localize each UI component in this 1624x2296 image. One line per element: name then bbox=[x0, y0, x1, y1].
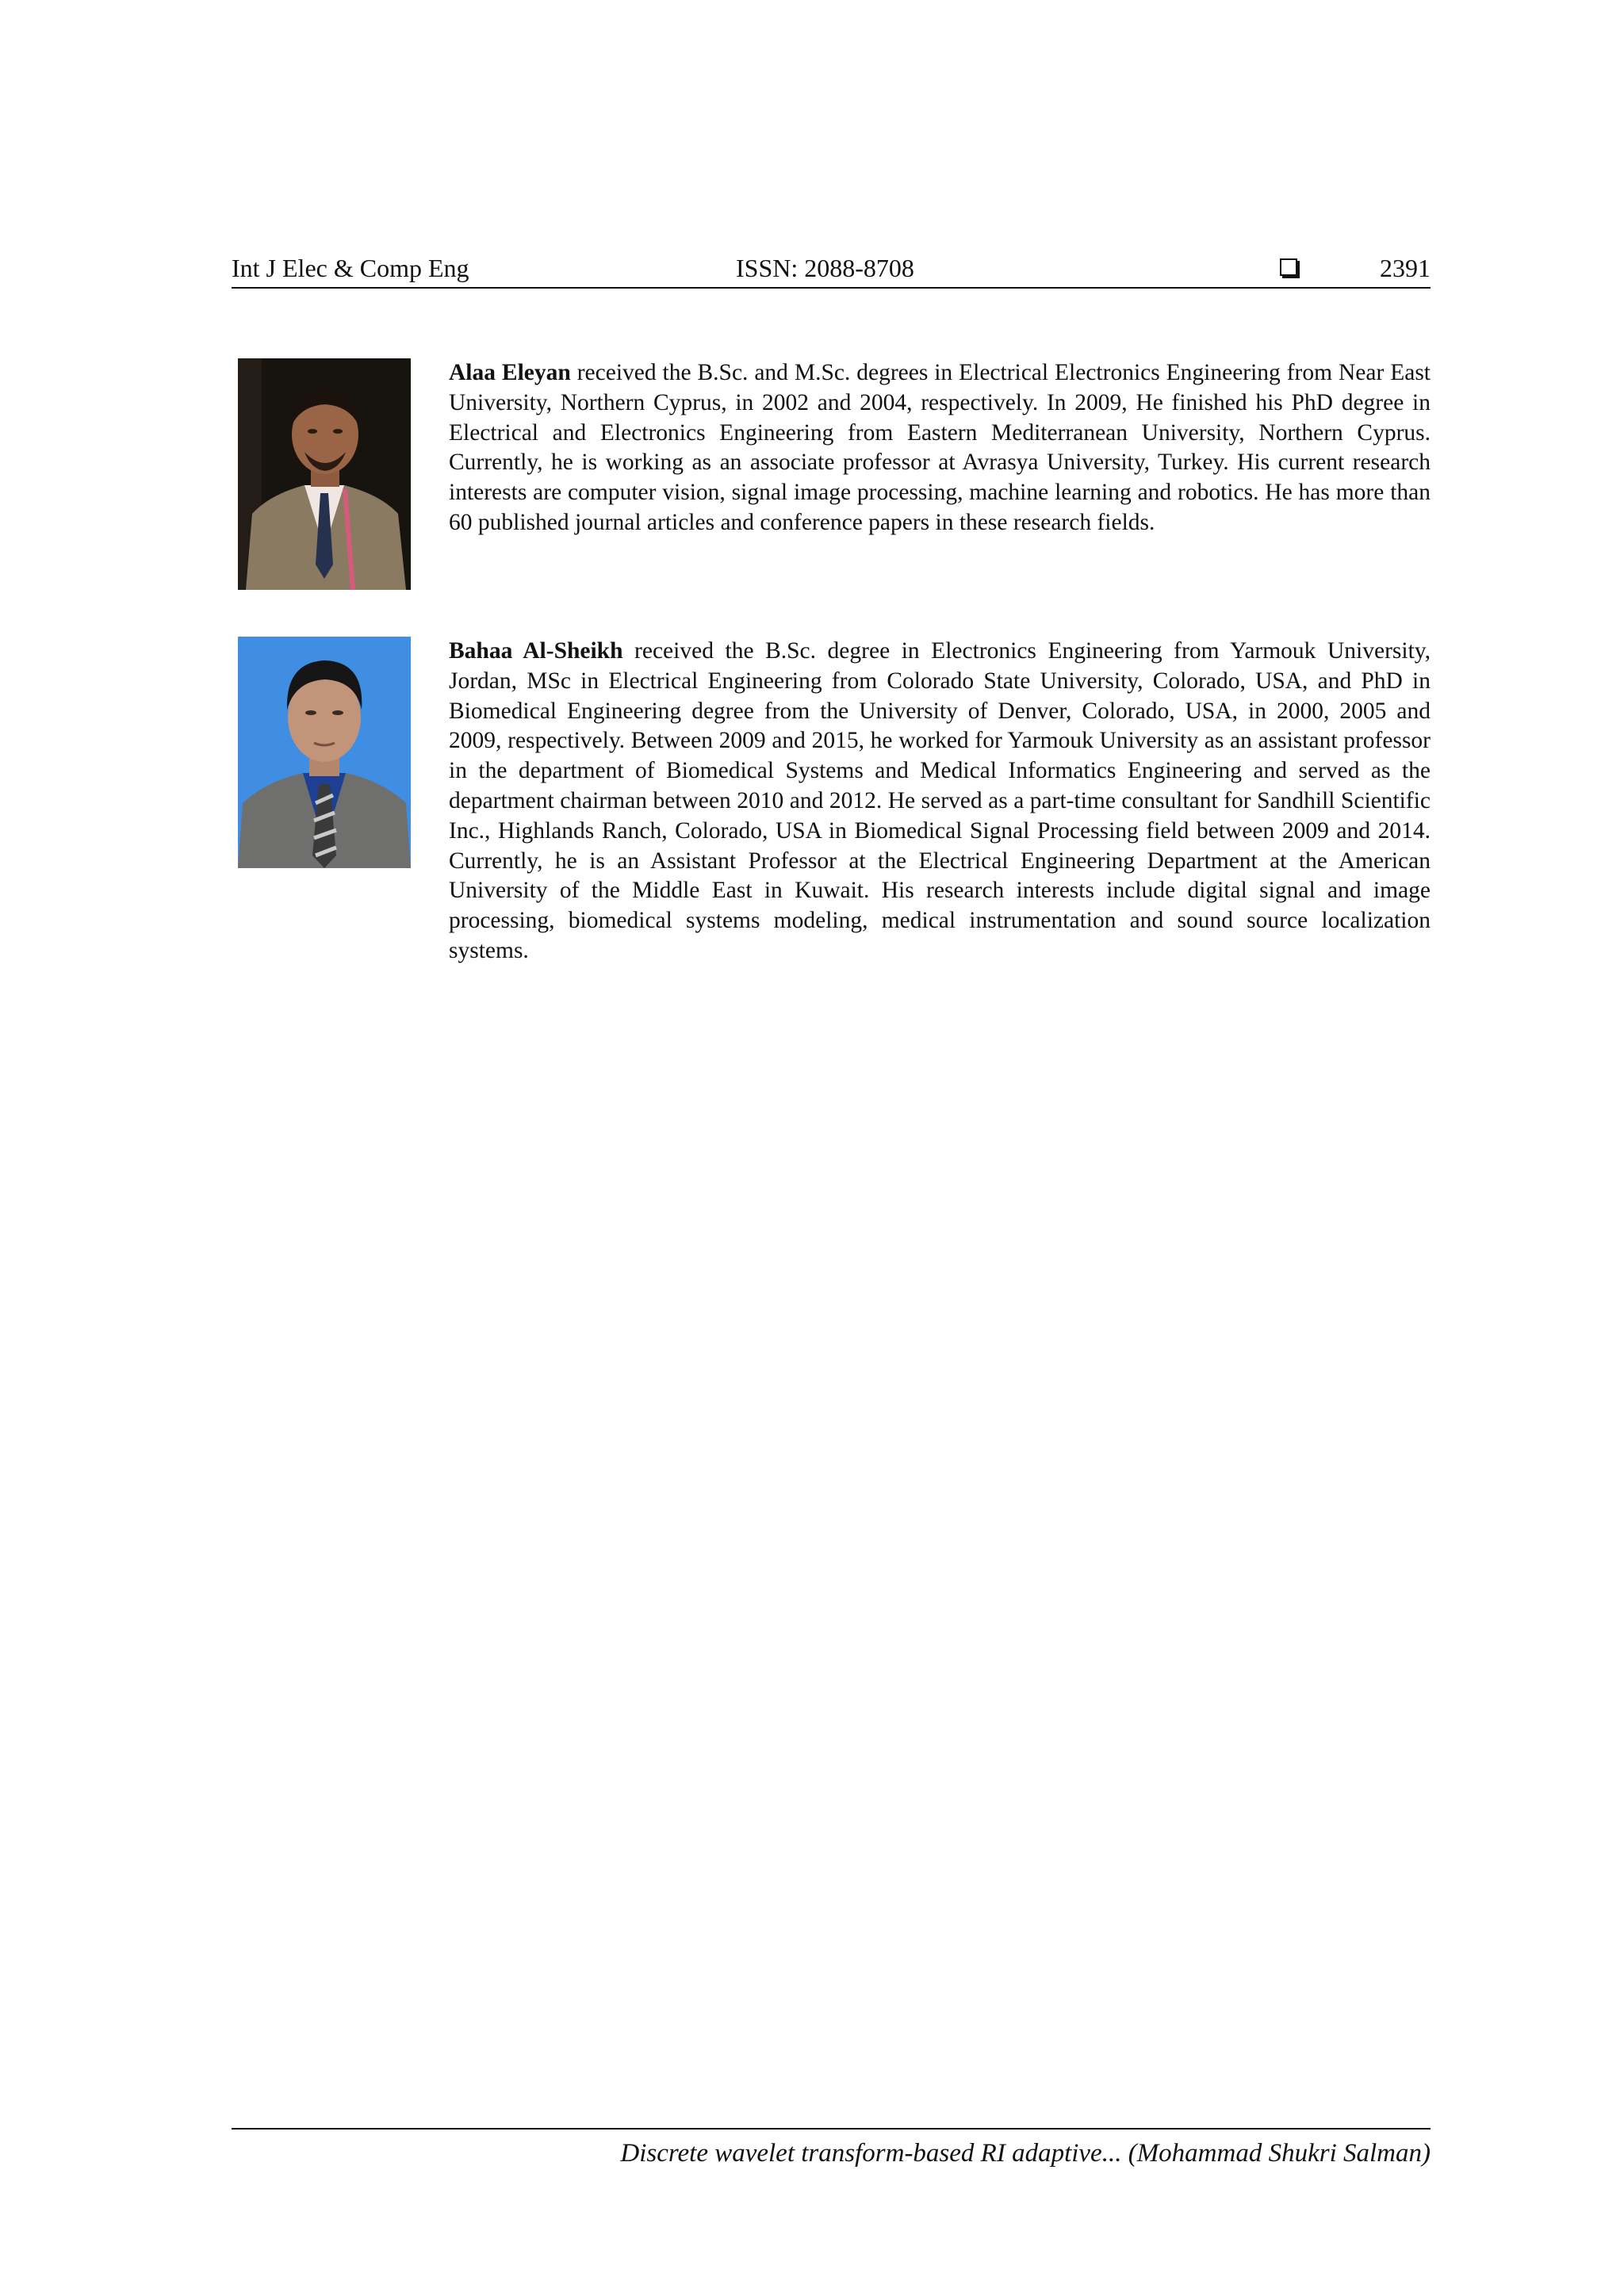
journal-name: Int J Elec & Comp Eng bbox=[232, 254, 469, 282]
bio-text bbox=[449, 358, 1431, 538]
box-icon bbox=[1280, 258, 1297, 276]
running-title: Discrete wavelet transform-based RI adaptive... (Mohammad Shukri Salman) bbox=[620, 2139, 1431, 2168]
page-number: 2391 bbox=[1380, 254, 1431, 282]
bio-body: received the B.Sc. degree in Electronics Engineering from Yarmouk University, Jordan, MSc in Electrical Engineering from Colorado State University, Colorado, USA, and PhD in Biomedical Engineering degree from the University of Denver, Colorado, USA, in 2000, 2005 and 2009, respectively. Between 2009 and 2015, he worked for Yarmouk University as an assistant professor in the department of Biomedical Systems and Medical Informatics Engineering and served as the department chairman between 2010 and 2012. He served as a part-time consultant for Sandhill Scientific Inc., Highlands Ranch, Colorado, USA in Biomedical Signal Processing field between 2009 and 2014. Currently, he is an Assistant Professor at the Electrical Engineering Department at the American University of the Middle East in Kuwait. His research interests include digital signal and image processing, biomedical systems modeling, medical instrumentation and sound source localization systems. bbox=[449, 638, 1431, 963]
bio-body: received the B.Sc. and M.Sc. degrees in Electrical Electronics Engineering from Near East University, Northern Cyprus, in 2002 and 2004, respectively. In 2009, He finished his PhD degree in Electrical and Electronics Engineering from Eastern Mediterranean University, Northern Cyprus. Currently, he is working as an associate professor at Avrasya University, Turkey. His current research interests are computer vision, signal image processing, machine learning and robotics. He has more than 60 published journal articles and conference papers in these research fields. bbox=[449, 360, 1431, 535]
page-header bbox=[232, 252, 1431, 289]
author-bio bbox=[232, 637, 1431, 963]
author-photo bbox=[238, 637, 411, 868]
author-bio bbox=[232, 358, 1431, 596]
author-name: Alaa Eleyan bbox=[449, 360, 571, 385]
issn: ISSN: 2088-8708 bbox=[736, 254, 914, 282]
bio-text bbox=[449, 637, 1431, 966]
author-photo bbox=[238, 358, 411, 590]
author-name: Bahaa Al-Sheikh bbox=[449, 638, 623, 664]
page-footer bbox=[232, 2128, 1431, 2168]
